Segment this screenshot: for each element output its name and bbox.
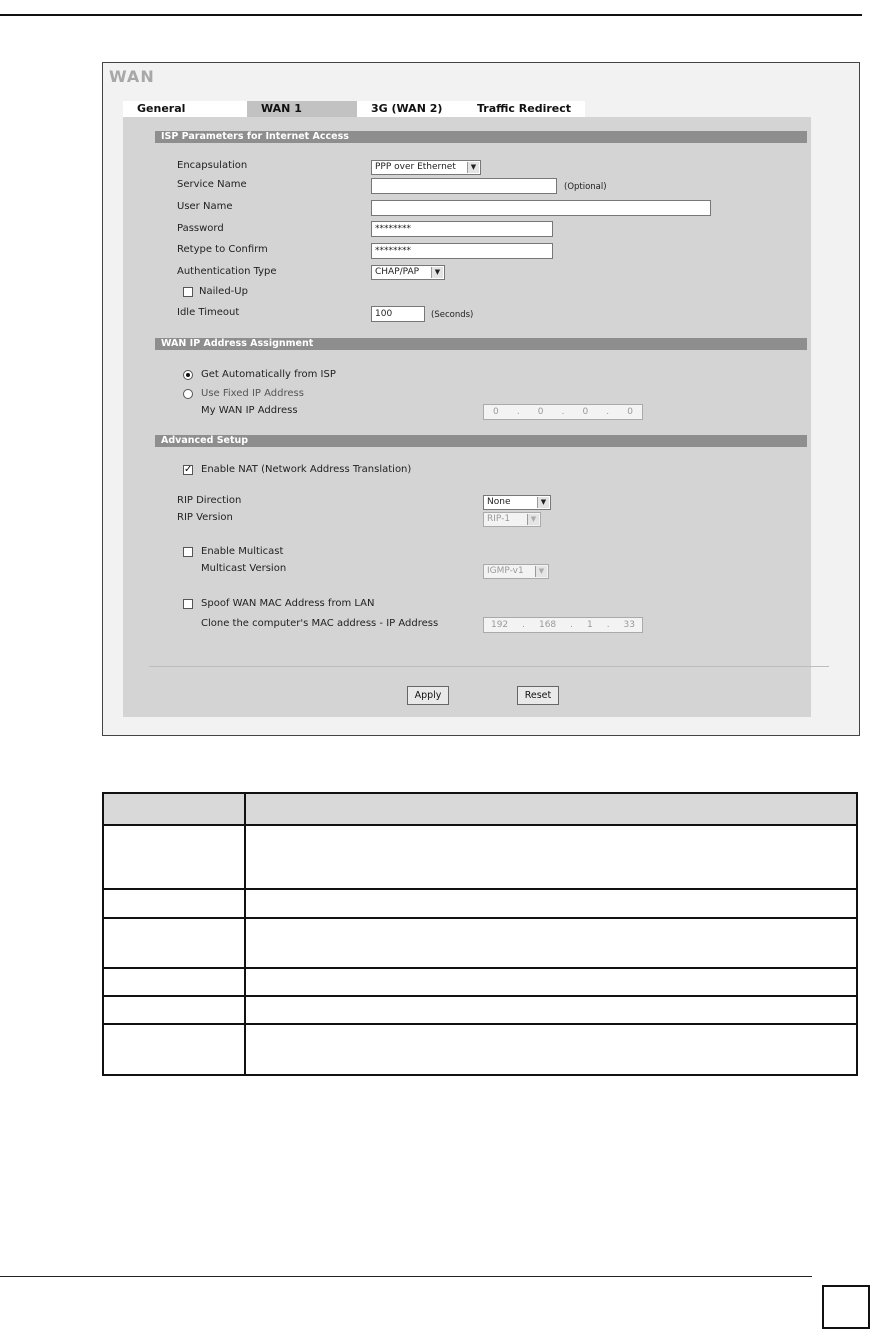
encapsulation-label: Encapsulation (177, 160, 248, 171)
multicast-checkbox[interactable] (183, 547, 193, 557)
chevron-down-icon: ▼ (431, 267, 443, 278)
idle-timeout-label: Idle Timeout (177, 307, 240, 318)
table-header-cell (103, 793, 245, 825)
reset-button[interactable]: Reset (517, 686, 559, 705)
tab-wan1[interactable]: WAN 1 (247, 101, 357, 117)
user-name-label: User Name (177, 201, 233, 212)
advanced-section-heading: Advanced Setup (155, 435, 807, 447)
ip-octet: 0 (537, 407, 544, 417)
ip-octet: 192 (490, 620, 509, 630)
multicast-label: Enable Multicast (201, 546, 284, 557)
encapsulation-select[interactable] (371, 160, 481, 175)
ip-octet: 168 (538, 620, 557, 630)
tab-traffic-redirect[interactable]: Traffic Redirect (463, 101, 585, 117)
clone-mac-label: Clone the computer's MAC address - IP Address (201, 618, 439, 629)
table-row (103, 1024, 857, 1075)
my-wan-ip-input[interactable] (483, 404, 643, 420)
nailed-up-label: Nailed-Up (199, 286, 248, 297)
chevron-down-icon: ▼ (467, 162, 479, 173)
rip-version-select[interactable] (483, 512, 541, 527)
password-label: Password (177, 223, 224, 234)
footer-rule (0, 1276, 812, 1277)
ip-octet: 0 (493, 407, 499, 417)
auth-type-label: Authentication Type (177, 266, 277, 277)
table-header-cell (245, 793, 857, 825)
chevron-down-icon: ▼ (537, 497, 549, 508)
rip-direction-value: None (487, 497, 511, 507)
nat-checkbox[interactable]: ✓ (184, 464, 193, 475)
service-name-label: Service Name (177, 179, 247, 190)
ip-octet: 1 (586, 620, 593, 630)
wan-ip-section-heading: WAN IP Address Assignment (155, 338, 807, 350)
encapsulation-value: PPP over Ethernet (375, 162, 456, 172)
auth-type-value: CHAP/PAP (375, 267, 420, 277)
ip-dot: . (522, 620, 526, 630)
table-row (103, 889, 857, 918)
password-input[interactable]: ******** (371, 221, 553, 237)
spoof-mac-checkbox[interactable] (183, 599, 193, 609)
divider (149, 666, 829, 667)
rip-direction-select[interactable] (483, 495, 551, 510)
wan-screenshot (102, 62, 860, 736)
description-table (102, 792, 858, 1076)
fixed-ip-label: Use Fixed IP Address (201, 388, 304, 399)
apply-button[interactable]: Apply (407, 686, 449, 705)
screen-title: WAN (109, 67, 155, 86)
isp-section-heading: ISP Parameters for Internet Access (155, 131, 807, 143)
ip-dot: . (561, 407, 565, 417)
table-row (103, 996, 857, 1024)
service-name-input[interactable] (371, 178, 557, 194)
page-number-box (822, 1285, 870, 1329)
header-rule (0, 14, 862, 16)
user-name-input[interactable] (371, 200, 711, 216)
ip-dot: . (606, 407, 610, 417)
wan1-panel (123, 117, 811, 717)
table-header-row (103, 793, 857, 825)
table-row (103, 918, 857, 968)
table-row (103, 968, 857, 996)
optional-hint: (Optional) (564, 182, 607, 192)
fixed-ip-radio[interactable] (183, 389, 193, 399)
my-wan-ip-label: My WAN IP Address (201, 405, 298, 416)
tab-bar (123, 101, 585, 117)
retype-confirm-label: Retype to Confirm (177, 244, 268, 255)
chevron-down-icon: ▼ (527, 514, 539, 525)
tab-3g-wan2[interactable]: 3G (WAN 2) (357, 101, 463, 117)
spoof-mac-label: Spoof WAN MAC Address from LAN (201, 598, 375, 609)
ip-octet: 0 (627, 407, 633, 417)
tab-general[interactable]: General (123, 101, 247, 117)
chevron-down-icon: ▼ (535, 566, 547, 577)
auto-ip-radio[interactable] (183, 370, 193, 380)
rip-direction-label: RIP Direction (177, 495, 242, 506)
ip-octet: 33 (623, 620, 635, 630)
retype-confirm-input[interactable]: ******** (371, 243, 553, 259)
auth-type-select[interactable] (371, 265, 445, 280)
rip-version-value: RIP-1 (487, 514, 511, 524)
auto-ip-label: Get Automatically from ISP (201, 369, 336, 380)
multicast-version-select[interactable] (483, 564, 549, 579)
table-row (103, 825, 857, 889)
rip-version-label: RIP Version (177, 512, 233, 523)
nat-label: Enable NAT (Network Address Translation) (201, 464, 412, 475)
seconds-hint: (Seconds) (431, 310, 474, 320)
ip-octet: 0 (582, 407, 589, 417)
multicast-version-label: Multicast Version (201, 563, 287, 574)
nailed-up-checkbox[interactable] (183, 287, 193, 297)
ip-dot: . (570, 620, 574, 630)
multicast-version-value: IGMP-v1 (487, 566, 524, 576)
idle-timeout-input[interactable]: 100 (371, 306, 425, 322)
ip-dot: . (606, 620, 610, 630)
ip-dot: . (516, 407, 520, 417)
clone-ip-input[interactable] (483, 617, 643, 633)
